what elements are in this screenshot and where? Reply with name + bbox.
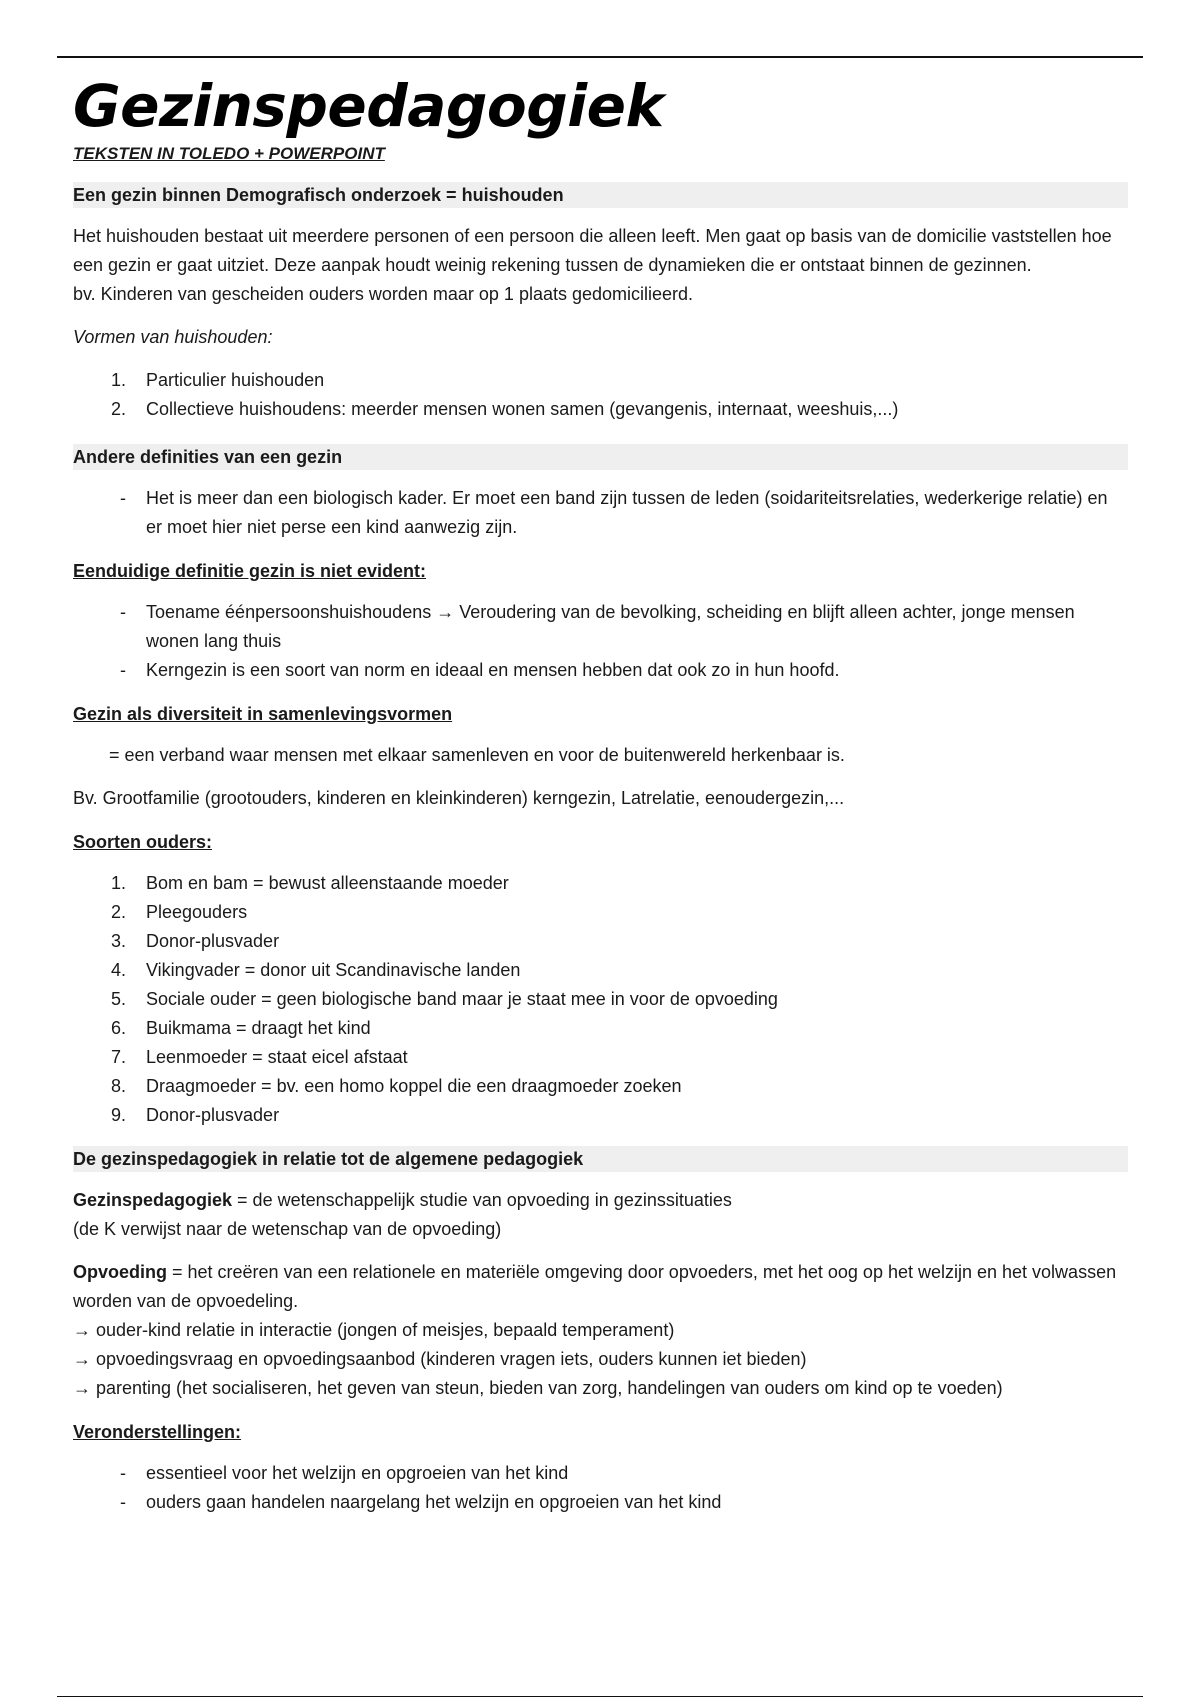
list-item: 3. Donor-plusvader — [110, 931, 280, 951]
arrow-line: → opvoedingsvraag en opvoedingsaanbod (kinderen vragen iets, ouders kunnen iet bieden) — [73, 1349, 807, 1369]
list-item: 5. Sociale ouder = geen biologische band maar je staat mee in voor de opvoeding — [110, 989, 778, 1009]
page-title: Gezinspedagogiek — [73, 72, 664, 140]
gezinspedagogiek-definition: Gezinspedagogiek = de wetenschappelijk studie van opvoeding in gezinssituaties — [73, 1190, 732, 1210]
list-item: - essentieel voor het welzijn en opgroeien van het kind — [120, 1463, 569, 1483]
list-item: 2. Pleegouders — [110, 902, 248, 922]
list-item: 4. Vikingvader = donor uit Scandinavische landen — [110, 960, 521, 980]
veronderstellingen-list — [73, 1459, 1128, 1517]
top-rule — [57, 56, 1143, 58]
soorten-ouders-list — [73, 869, 1128, 1130]
list-item: - Kerngezin is een soort van norm en ideaal en mensen hebben dat ook zo in hun hoofd. — [120, 660, 840, 680]
paragraph-huishouden: Het huishouden bestaat uit meerdere personen of een persoon die alleen leeft. Men gaat op basis van de domicilie vaststellen hoe een gezin er gaat uitziet. Deze aanpak houdt weinig rekening tussen de dynamieken die er ontstaat binnen de gezinnen. — [73, 226, 1112, 275]
section-heading-eenduidig: Eenduidige definitie gezin is niet evident: — [73, 561, 427, 581]
list-item: 6. Buikmama = draagt het kind — [110, 1018, 371, 1038]
paragraph-example: bv. Kinderen van gescheiden ouders worden maar op 1 plaats gedomicilieerd. — [73, 284, 694, 304]
diversiteit-example: Bv. Grootfamilie (grootouders, kinderen en kleinkinderen) kerngezin, Latrelatie, eenoudergezin,... — [73, 788, 845, 808]
list-item: - ouders gaan handelen naargelang het welzijn en opgroeien van het kind — [120, 1492, 722, 1512]
list-item: 9. Donor-plusvader — [110, 1105, 280, 1125]
arrow-line: → parenting (het socialiseren, het geven van steun, bieden van zorg, handelingen van ouders om kind op te voeden) — [73, 1378, 1003, 1398]
subtitle: TEKSTEN IN TOLEDO + POWERPOINT — [73, 144, 385, 163]
list-item: - Het is meer dan een biologisch kader. Er moet een band zijn tussen de leden (soidariteitsrelaties, wederkerige relatie) en er moet hier niet perse een kind aanwezig zijn. — [120, 488, 1108, 537]
vormen-list — [73, 366, 1128, 424]
list-item: 1. Particulier huishouden — [110, 370, 325, 390]
eenduidig-list — [73, 598, 1128, 685]
section-heading-veronderstellingen: Veronderstellingen: — [73, 1422, 242, 1442]
diversiteit-definition: = een verband waar mensen met elkaar samenleven en voor de buitenwereld herkenbaar is. — [109, 745, 845, 765]
list-item: 1. Bom en bam = bewust alleenstaande moeder — [110, 873, 509, 893]
list-item: 8. Draagmoeder = bv. een homo koppel die een draagmoeder zoeken — [110, 1076, 682, 1096]
section-heading-definities: Andere definities van een gezin — [73, 444, 1128, 470]
section-heading-huishouden: Een gezin binnen Demografisch onderzoek = huishouden — [73, 182, 1128, 208]
vormen-label: Vormen van huishouden: — [73, 327, 273, 347]
term-opvoeding: Opvoeding — [73, 1262, 167, 1282]
section-heading-soorten-ouders: Soorten ouders: — [73, 832, 213, 852]
gezinspedagogiek-note: (de K verwijst naar de wetenschap van de opvoeding) — [73, 1219, 502, 1239]
list-item: - Toename éénpersoonshuishoudens → Veroudering van de bevolking, scheiding en blijft alleen achter, jonge mensen wonen lang thuis — [120, 602, 1075, 651]
list-item: 2. Collectieve huishoudens: meerder mensen wonen samen (gevangenis, internaat, weeshuis,...) — [110, 399, 899, 419]
list-item: 7. Leenmoeder = staat eicel afstaat — [110, 1047, 408, 1067]
term-gezinspedagogiek: Gezinspedagogiek — [73, 1190, 233, 1210]
opvoeding-definition: Opvoeding = het creëren van een relationele en materiële omgeving door opvoeders, met het oog op het welzijn en het volwassen worden van de opvoedeling. — [73, 1262, 1117, 1311]
section-heading-diversiteit: Gezin als diversiteit in samenlevingsvormen — [73, 704, 453, 724]
bottom-rule — [57, 1696, 1143, 1697]
definities-list — [73, 484, 1128, 542]
arrow-line: → ouder-kind relatie in interactie (jongen of meisjes, bepaald temperament) — [73, 1320, 675, 1340]
document-page — [73, 70, 1128, 1517]
section-heading-pedagogiek: De gezinspedagogiek in relatie tot de algemene pedagogiek — [73, 1146, 1128, 1172]
